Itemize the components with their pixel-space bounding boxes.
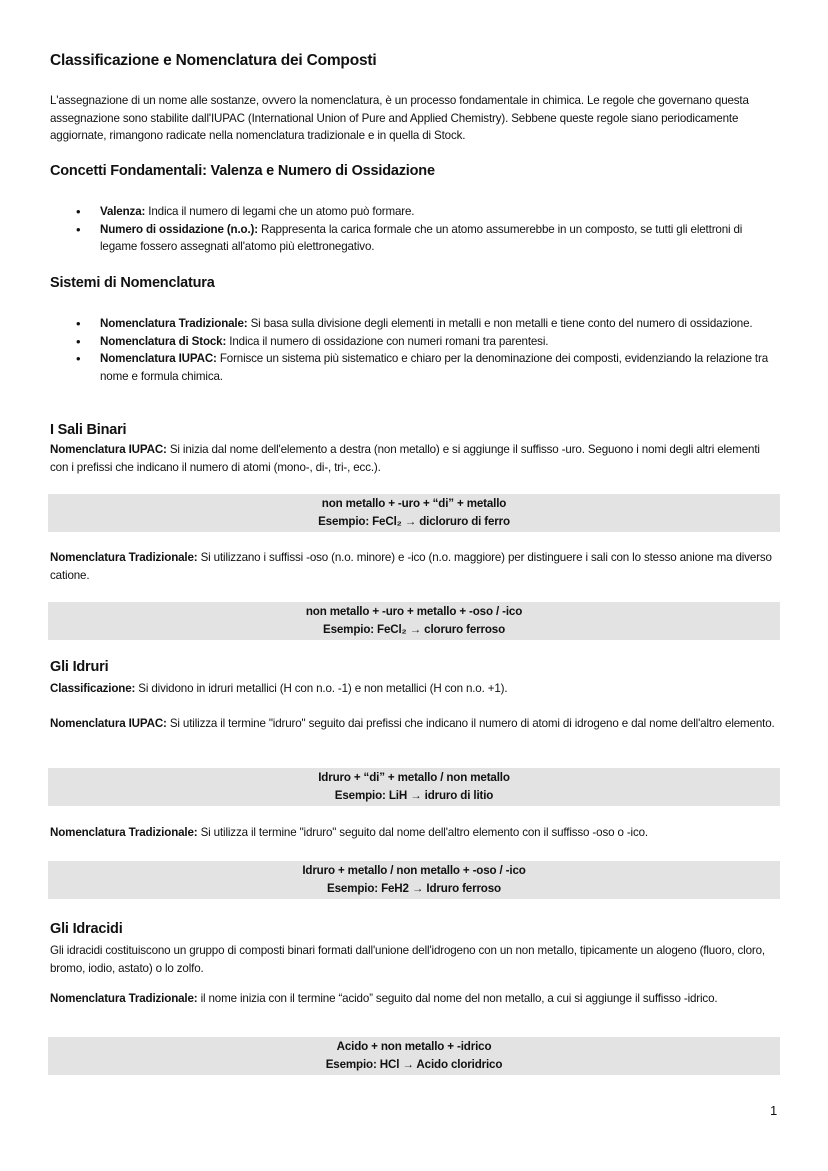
idruri-tradizionale-paragraph xyxy=(50,824,780,842)
formula-box xyxy=(48,768,780,806)
concetti-list xyxy=(50,203,780,256)
term: Numero di ossidazione (n.o.): xyxy=(100,222,258,236)
text: Si inizia dal nome dell'elemento a destra (non metallo) e si aggiunge il suffisso -uro. Seguono i nomi degli altri elementi con i prefissi che indicano il numero di atomi (mono-, di-, tri-, ecc.). xyxy=(50,443,760,474)
term: Classificazione: xyxy=(50,682,136,695)
term: Nomenclatura Tradizionale: xyxy=(50,551,198,564)
list-item xyxy=(50,350,780,385)
definition: Rappresenta la carica formale che un atomo assumerebbe in un composto, se tutti gli elettroni di legame fossero assegnati all'atomo più elettronegativo. xyxy=(100,222,743,253)
list-item xyxy=(50,333,780,351)
formula-example: Esempio: HCl → Acido cloridrico xyxy=(325,1058,503,1071)
formula-box xyxy=(48,494,780,532)
formula-example: Esempio: FeCl₂ → dicloruro di ferro xyxy=(318,515,510,528)
formula-rule: Acido + non metallo + -idrico xyxy=(336,1040,492,1053)
formula-rule: Idruro + metallo / non metallo + -oso / -ico xyxy=(302,864,526,877)
section-heading-sistemi: Sistemi di Nomenclatura xyxy=(50,275,215,291)
idracidi-paragraph: Gli idracidi costituiscono un gruppo di composti binari formati dall'unione dell'idrogeno con un non metallo, tipicamente un alogeno (fluoro, cloro, bromo, iodio, astato) o lo zolfo. xyxy=(50,944,765,975)
idruri-classificazione xyxy=(50,680,780,698)
idruri-iupac-paragraph xyxy=(50,715,780,733)
page-title: Classificazione e Nomenclatura dei Composti xyxy=(50,52,377,69)
section-heading-idruri: Gli Idruri xyxy=(50,659,109,675)
formula-box xyxy=(48,602,780,640)
page-number: 1 xyxy=(770,1103,778,1118)
definition: Indica il numero di ossidazione con numeri romani tra parentesi. xyxy=(226,334,549,348)
list-item xyxy=(50,315,780,333)
sistemi-list xyxy=(50,315,780,385)
formula-rule: Idruro + “di” + metallo / non metallo xyxy=(318,771,510,784)
formula-rule: non metallo + -uro + metallo + -oso / -ico xyxy=(305,605,523,618)
term: Nomenclatura IUPAC: xyxy=(50,717,167,730)
formula-example: Esempio: FeH2 → Idruro ferroso xyxy=(327,882,501,895)
term: Nomenclatura Tradizionale: xyxy=(50,826,198,839)
section-heading-sali: I Sali Binari xyxy=(50,422,127,438)
term: Nomenclatura IUPAC: xyxy=(50,443,167,456)
section-heading-idracidi: Gli Idracidi xyxy=(50,921,123,937)
definition: Si basa sulla divisione degli elementi in metalli e non metalli e tiene conto del numero di ossidazione. xyxy=(247,317,753,330)
term: Valenza: xyxy=(100,205,146,218)
intro-paragraph: L'assegnazione di un nome alle sostanze, ovvero la nomenclatura, è un processo fondamentale in chimica. Le regole che governano questa assegnazione sono stabilite dall'IUPAC (International Union of Pure and Applied Chemistry). Sebbene queste regole siano periodicamente aggiornate, rimangono radicate nella nomenclatura tradizionale e in quella di Stock. xyxy=(50,94,749,142)
term: Nomenclatura Tradizionale: xyxy=(100,317,248,330)
formula-rule: non metallo + -uro + “di” + metallo xyxy=(321,497,507,510)
formula-example: Esempio: LiH → idruro di litio xyxy=(334,789,494,802)
formula-box xyxy=(48,861,780,899)
text: Si utilizza il termine "idruro" seguito dai prefissi che indicano il numero di atomi di idrogeno e dal nome dell'altro elemento. xyxy=(166,717,775,730)
term: Nomenclatura di Stock: xyxy=(100,334,227,348)
term: Nomenclatura Tradizionale: xyxy=(50,992,198,1005)
text: Si utilizza il termine "idruro" seguito dal nome dell'altro elemento con il suffisso -oso o -ico. xyxy=(197,826,648,839)
idracidi-tradizionale-paragraph xyxy=(50,990,780,1008)
section-heading-concetti: Concetti Fondamentali: Valenza e Numero di Ossidazione xyxy=(50,163,435,179)
text: il nome inizia con il termine “acido” seguito dal nome del non metallo, a cui si aggiunge il suffisso -idrico. xyxy=(197,992,718,1005)
term: Nomenclatura IUPAC: xyxy=(100,352,217,365)
sali-tradizionale-paragraph xyxy=(50,549,780,584)
list-item xyxy=(50,221,780,256)
list-item xyxy=(50,203,780,221)
definition: Fornisce un sistema più sistematico e chiaro per la denominazione dei composti, evidenziando la relazione tra nome e formula chimica. xyxy=(100,352,769,383)
text: Si utilizzano i suffissi -oso (n.o. minore) e -ico (n.o. maggiore) per distinguere i sali con lo stesso anione ma diverso catione. xyxy=(50,551,772,582)
definition: Indica il numero di legami che un atomo può formare. xyxy=(145,205,415,218)
formula-example: Esempio: FeCl₂ → cloruro ferroso xyxy=(322,623,506,636)
formula-box xyxy=(48,1037,780,1075)
text: Si dividono in idruri metallici (H con n.o. -1) e non metallici (H con n.o. +1). xyxy=(135,682,508,695)
sali-iupac-paragraph xyxy=(50,441,780,476)
